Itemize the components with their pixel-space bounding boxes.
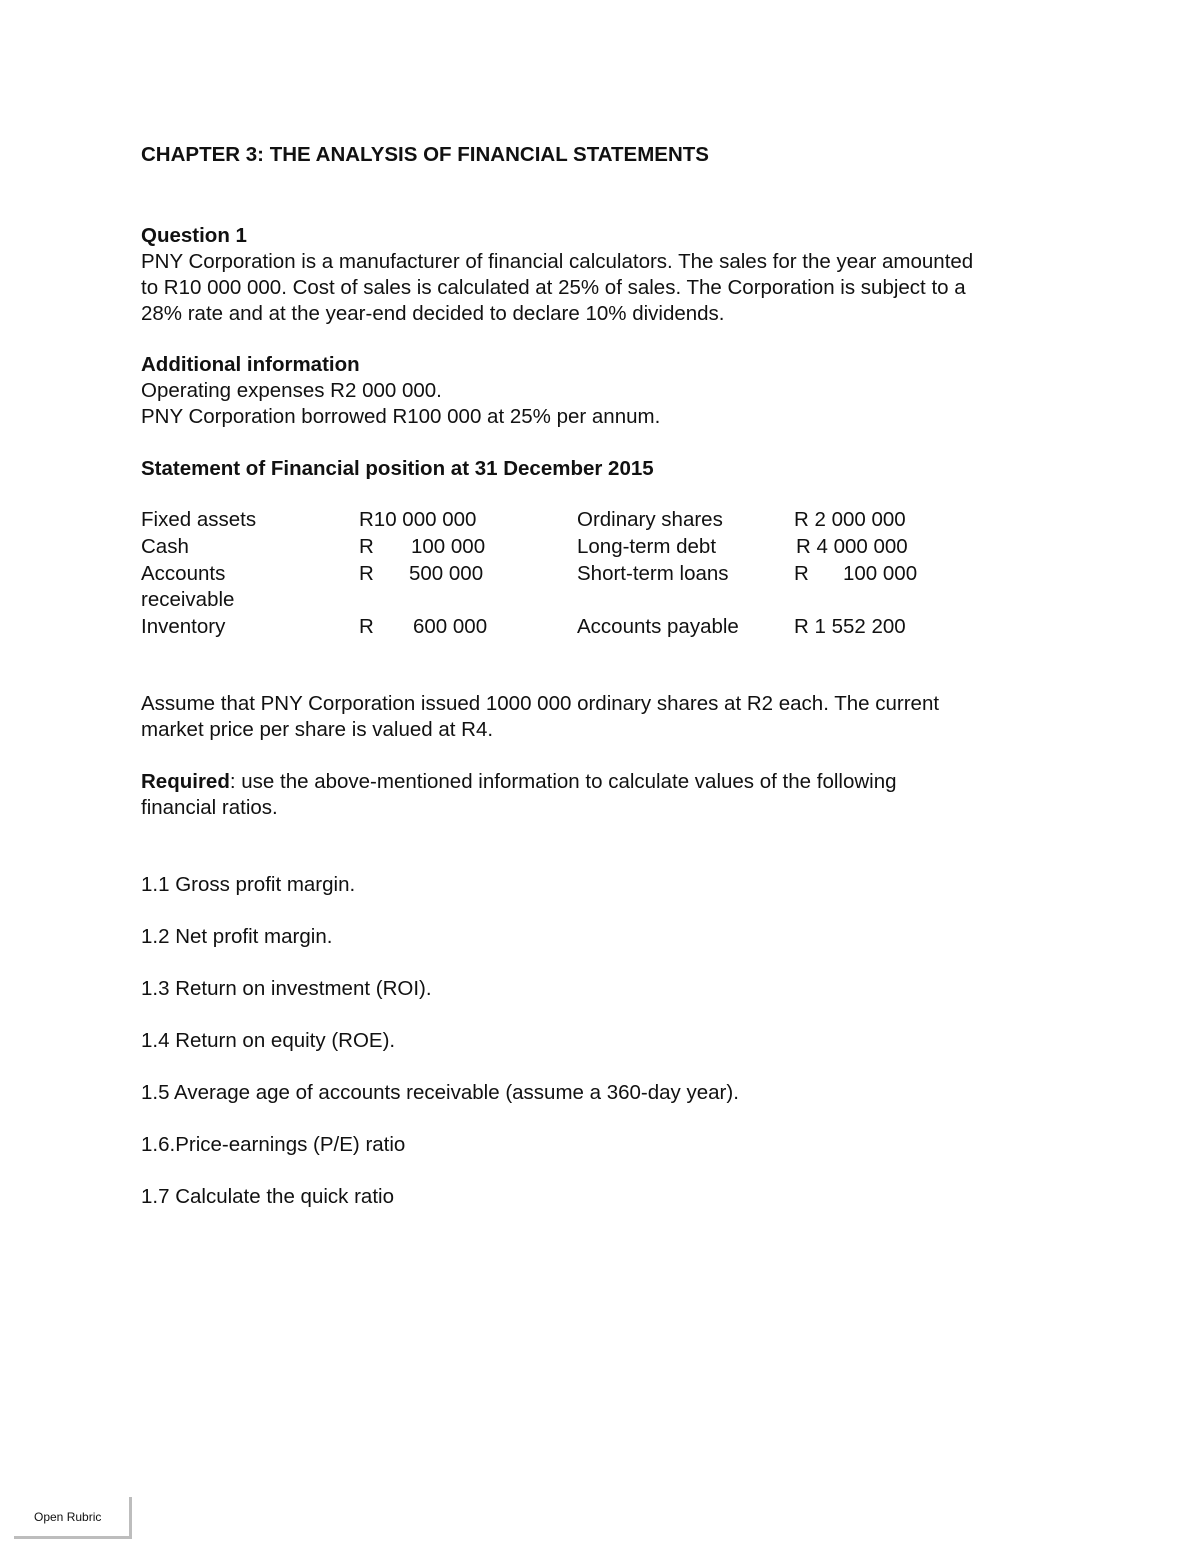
chapter-title: CHAPTER 3: THE ANALYSIS OF FINANCIAL STATEMENTS bbox=[141, 143, 709, 166]
right-label: Ordinary shares bbox=[577, 508, 723, 531]
required-line bbox=[141, 769, 897, 795]
right-currency: R 1 552 200 bbox=[794, 615, 906, 638]
left-amount: 600 000 bbox=[413, 615, 488, 638]
right-label: Accounts payable bbox=[577, 615, 739, 638]
question-line: PNY Corporation is a manufacturer of financial calculators. The sales for the year amounted bbox=[141, 250, 974, 273]
required-text: : use the above-mentioned information to calculate values of the following bbox=[229, 770, 897, 793]
right-label: Short-term loans bbox=[577, 562, 729, 585]
left-label: Accounts bbox=[141, 562, 226, 585]
left-currency: R bbox=[359, 562, 374, 585]
list-item: 1.5 Average age of accounts receivable (assume a 360-day year). bbox=[141, 1081, 739, 1104]
right-amount: 100 000 bbox=[843, 562, 918, 585]
assume-line: market price per share is valued at R4. bbox=[141, 718, 494, 741]
left-currency: R10 000 000 bbox=[359, 508, 477, 531]
open-rubric-label: Open Rubric bbox=[34, 1510, 102, 1524]
question-line: 28% rate and at the year-end decided to declare 10% dividends. bbox=[141, 302, 725, 325]
required-line-2: financial ratios. bbox=[141, 796, 278, 819]
left-label: Fixed assets bbox=[141, 508, 257, 531]
right-currency: R 4 000 000 bbox=[796, 535, 908, 558]
left-label: Inventory bbox=[141, 615, 226, 638]
list-item: 1.3 Return on investment (ROI). bbox=[141, 977, 432, 1000]
left-currency: R bbox=[359, 615, 374, 638]
right-currency: R bbox=[794, 562, 809, 585]
additional-heading: Additional information bbox=[141, 353, 360, 376]
assume-line: Assume that PNY Corporation issued 1000 000 ordinary shares at R2 each. The current bbox=[141, 692, 940, 715]
list-item: 1.4 Return on equity (ROE). bbox=[141, 1029, 396, 1052]
left-label-continued: receivable bbox=[141, 588, 235, 611]
list-item: 1.2 Net profit margin. bbox=[141, 925, 333, 948]
left-amount: 100 000 bbox=[411, 535, 486, 558]
left-label: Cash bbox=[141, 535, 189, 558]
additional-line: PNY Corporation borrowed R100 000 at 25% per annum. bbox=[141, 405, 661, 428]
question-heading: Question 1 bbox=[141, 224, 247, 247]
list-item: 1.7 Calculate the quick ratio bbox=[141, 1185, 394, 1208]
additional-line: Operating expenses R2 000 000. bbox=[141, 379, 442, 402]
statement-heading: Statement of Financial position at 31 December 2015 bbox=[141, 457, 654, 480]
left-amount: 500 000 bbox=[409, 562, 484, 585]
right-currency: R 2 000 000 bbox=[794, 508, 906, 531]
list-item: 1.1 Gross profit margin. bbox=[141, 873, 356, 896]
right-label: Long-term debt bbox=[577, 535, 717, 558]
open-rubric-button[interactable] bbox=[14, 1497, 132, 1539]
list-item: 1.6.Price-earnings (P/E) ratio bbox=[141, 1133, 406, 1156]
question-line: to R10 000 000. Cost of sales is calculated at 25% of sales. The Corporation is subject to a bbox=[141, 276, 966, 299]
left-currency: R bbox=[359, 535, 374, 558]
required-label: Required bbox=[141, 770, 230, 793]
